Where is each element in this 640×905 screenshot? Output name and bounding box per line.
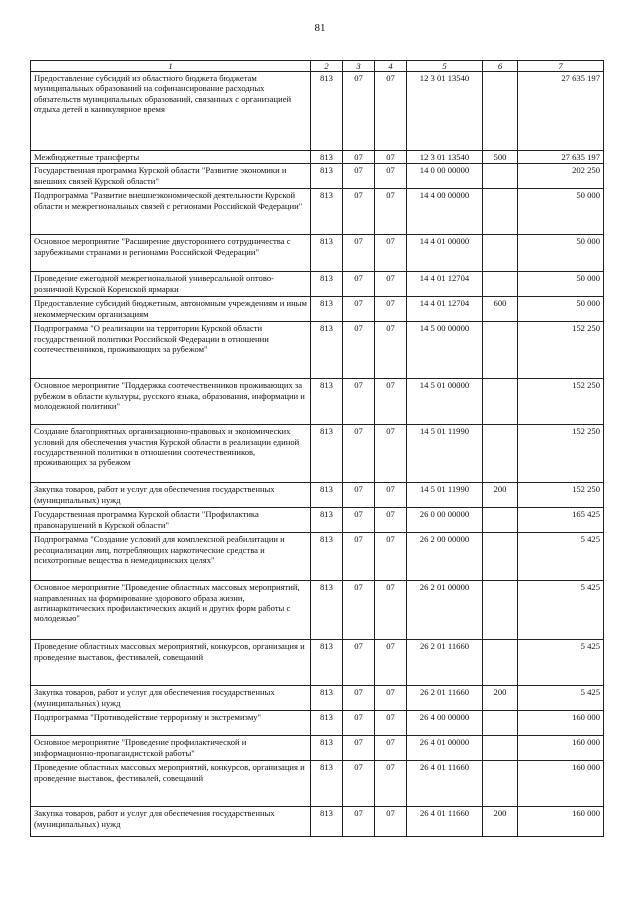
row-section-cell: 07 — [343, 736, 375, 761]
row-amount-cell: 5 425 — [518, 581, 604, 640]
row-name-cell: Подпрограмма "Развитие внешнеэкономической деятельности Курской области и межрегиональных связей с регионами Российской Федерации" — [31, 189, 311, 235]
row-name-cell: Государственная программа Курской области "Развитие экономики и внешних связей Курской области" — [31, 164, 311, 189]
table-header-row — [31, 61, 604, 72]
row-ministry-cell: 813 — [311, 711, 343, 736]
row-name-cell: Создание благоприятных организационно-правовых и экономических условий для обеспечения участия Курской области в реализации единой государственной политики в отношении соотечественников, проживающих за рубежом — [31, 425, 311, 483]
row-amount-cell: 152 250 — [518, 379, 604, 425]
table-row — [31, 711, 604, 736]
row-section-cell: 07 — [343, 807, 375, 837]
row-expense-type-cell — [483, 272, 518, 297]
row-section-cell: 07 — [343, 425, 375, 483]
row-name-cell: Закупка товаров, работ и услуг для обеспечения государственных (муниципальных) нужд — [31, 807, 311, 837]
table-row — [31, 272, 604, 297]
header-cell: 3 — [343, 61, 375, 72]
table-row — [31, 640, 604, 686]
row-section-cell: 07 — [343, 297, 375, 322]
row-ministry-cell: 813 — [311, 508, 343, 533]
row-amount-cell: 50 000 — [518, 297, 604, 322]
row-name-cell: Подпрограмма "О реализации на территории Курской области государственной политики Российской Федерации в отношении соотечественников, проживающих за рубежом" — [31, 322, 311, 379]
row-subsection-cell: 07 — [375, 425, 407, 483]
row-subsection-cell: 07 — [375, 151, 407, 164]
row-expense-type-cell: 200 — [483, 807, 518, 837]
row-amount-cell: 152 250 — [518, 483, 604, 508]
page-number: 81 — [314, 22, 326, 34]
row-amount-cell: 202 250 — [518, 164, 604, 189]
row-ministry-cell: 813 — [311, 151, 343, 164]
row-section-cell: 07 — [343, 235, 375, 272]
row-ministry-cell: 813 — [311, 189, 343, 235]
row-expense-type-cell — [483, 711, 518, 736]
row-subsection-cell: 07 — [375, 686, 407, 711]
row-target-cell: 14 5 01 00000 — [407, 379, 483, 425]
row-target-cell: 26 2 01 11660 — [407, 640, 483, 686]
row-target-cell: 12 3 01 13540 — [407, 72, 483, 151]
row-section-cell: 07 — [343, 151, 375, 164]
row-section-cell: 07 — [343, 322, 375, 379]
row-section-cell: 07 — [343, 581, 375, 640]
row-ministry-cell: 813 — [311, 686, 343, 711]
table-row — [31, 164, 604, 189]
table-row — [31, 379, 604, 425]
row-ministry-cell: 813 — [311, 640, 343, 686]
row-section-cell: 07 — [343, 711, 375, 736]
row-name-cell: Межбюджетные трансферты — [31, 151, 311, 164]
row-subsection-cell: 07 — [375, 297, 407, 322]
row-ministry-cell: 813 — [311, 483, 343, 508]
row-section-cell: 07 — [343, 164, 375, 189]
row-amount-cell: 50 000 — [518, 235, 604, 272]
row-expense-type-cell — [483, 736, 518, 761]
row-subsection-cell: 07 — [375, 711, 407, 736]
row-subsection-cell: 07 — [375, 483, 407, 508]
row-subsection-cell: 07 — [375, 807, 407, 837]
row-name-cell: Закупка товаров, работ и услуг для обеспечения государственных (муниципальных) нужд — [31, 686, 311, 711]
row-name-cell: Основное мероприятие "Расширение двустороннего сотрудничества с зарубежными странами и регионами Российской Федерации" — [31, 235, 311, 272]
row-amount-cell: 160 000 — [518, 807, 604, 837]
row-name-cell: Государственная программа Курской области "Профилактика правонарушений в Курской области" — [31, 508, 311, 533]
row-ministry-cell: 813 — [311, 322, 343, 379]
row-target-cell: 26 4 01 11660 — [407, 807, 483, 837]
row-subsection-cell: 07 — [375, 72, 407, 151]
row-expense-type-cell — [483, 322, 518, 379]
row-ministry-cell: 813 — [311, 379, 343, 425]
row-amount-cell: 5 425 — [518, 533, 604, 581]
row-expense-type-cell — [483, 581, 518, 640]
row-expense-type-cell — [483, 425, 518, 483]
row-amount-cell: 160 000 — [518, 736, 604, 761]
header-cell: 5 — [407, 61, 483, 72]
row-ministry-cell: 813 — [311, 736, 343, 761]
row-section-cell: 07 — [343, 72, 375, 151]
row-name-cell: Предоставление субсидий бюджетным, автономным учреждениям и иным некоммерческим организациям — [31, 297, 311, 322]
header-cell: 2 — [311, 61, 343, 72]
row-expense-type-cell — [483, 640, 518, 686]
row-amount-cell: 160 000 — [518, 761, 604, 807]
row-target-cell: 26 0 00 00000 — [407, 508, 483, 533]
table-row — [31, 483, 604, 508]
row-expense-type-cell — [483, 72, 518, 151]
row-target-cell: 14 4 01 00000 — [407, 235, 483, 272]
row-subsection-cell: 07 — [375, 736, 407, 761]
row-ministry-cell: 813 — [311, 533, 343, 581]
row-expense-type-cell — [483, 164, 518, 189]
row-subsection-cell: 07 — [375, 164, 407, 189]
table-row — [31, 189, 604, 235]
row-name-cell: Проведение ежегодной межрегиональной универсальной оптово-розничной Курской Коренской ярмарки — [31, 272, 311, 297]
row-name-cell: Закупка товаров, работ и услуг для обеспечения государственных (муниципальных) нужд — [31, 483, 311, 508]
row-target-cell: 26 4 01 00000 — [407, 736, 483, 761]
row-amount-cell: 160 000 — [518, 711, 604, 736]
row-expense-type-cell: 200 — [483, 686, 518, 711]
row-target-cell: 14 0 00 00000 — [407, 164, 483, 189]
row-subsection-cell: 07 — [375, 272, 407, 297]
table-row — [31, 235, 604, 272]
row-name-cell: Проведение областных массовых мероприятий, конкурсов, организация и проведение выставок, фестивалей, совещаний — [31, 640, 311, 686]
row-amount-cell: 50 000 — [518, 189, 604, 235]
row-expense-type-cell: 600 — [483, 297, 518, 322]
row-ministry-cell: 813 — [311, 425, 343, 483]
row-ministry-cell: 813 — [311, 235, 343, 272]
row-section-cell: 07 — [343, 761, 375, 807]
row-amount-cell: 27 635 197 — [518, 151, 604, 164]
row-amount-cell: 152 250 — [518, 322, 604, 379]
row-section-cell: 07 — [343, 379, 375, 425]
row-amount-cell: 152 250 — [518, 425, 604, 483]
row-subsection-cell: 07 — [375, 581, 407, 640]
row-subsection-cell: 07 — [375, 533, 407, 581]
header-cell: 1 — [31, 61, 311, 72]
row-target-cell: 26 4 01 11660 — [407, 761, 483, 807]
row-subsection-cell: 07 — [375, 189, 407, 235]
row-section-cell: 07 — [343, 508, 375, 533]
row-expense-type-cell — [483, 533, 518, 581]
table-row — [31, 581, 604, 640]
row-ministry-cell: 813 — [311, 297, 343, 322]
row-expense-type-cell — [483, 379, 518, 425]
table-row — [31, 322, 604, 379]
table-row — [31, 151, 604, 164]
row-name-cell: Проведение областных массовых мероприятий, конкурсов, организация и проведение выставок, фестивалей, совещаний — [31, 761, 311, 807]
row-name-cell: Подпрограмма "Создание условий для комплексной реабилитации и ресоциализации лиц, потребляющих наркотические средства и психотропные вещества в немедицинских целях" — [31, 533, 311, 581]
row-section-cell: 07 — [343, 533, 375, 581]
row-expense-type-cell: 500 — [483, 151, 518, 164]
row-section-cell: 07 — [343, 483, 375, 508]
header-cell: 6 — [483, 61, 518, 72]
row-target-cell: 26 2 00 00000 — [407, 533, 483, 581]
row-name-cell: Предоставление субсидий из областного бюджета бюджетам муниципальных образований на софинансирование расходных обязательств муниципальных образований, связанных с организацией отдыха детей в каникулярное время — [31, 72, 311, 151]
header-cell: 7 — [518, 61, 604, 72]
table-row — [31, 72, 604, 151]
row-amount-cell: 5 425 — [518, 640, 604, 686]
table-row — [31, 508, 604, 533]
row-target-cell: 26 2 01 00000 — [407, 581, 483, 640]
row-amount-cell: 165 425 — [518, 508, 604, 533]
row-subsection-cell: 07 — [375, 235, 407, 272]
row-expense-type-cell — [483, 508, 518, 533]
row-subsection-cell: 07 — [375, 508, 407, 533]
row-subsection-cell: 07 — [375, 379, 407, 425]
table-row — [31, 425, 604, 483]
row-expense-type-cell: 200 — [483, 483, 518, 508]
row-target-cell: 14 5 00 00000 — [407, 322, 483, 379]
row-amount-cell: 50 000 — [518, 272, 604, 297]
row-target-cell: 14 5 01 11990 — [407, 483, 483, 508]
row-subsection-cell: 07 — [375, 640, 407, 686]
row-section-cell: 07 — [343, 640, 375, 686]
row-section-cell: 07 — [343, 189, 375, 235]
row-section-cell: 07 — [343, 272, 375, 297]
row-name-cell: Основное мероприятие "Поддержка соотечественников проживающих за рубежом в области культуры, русского языка, образования, информации и молодежной политики" — [31, 379, 311, 425]
row-name-cell: Подпрограмма "Противодействие терроризму и экстремизму" — [31, 711, 311, 736]
row-target-cell: 14 5 01 11990 — [407, 425, 483, 483]
table-row — [31, 297, 604, 322]
row-amount-cell: 27 635 197 — [518, 72, 604, 151]
row-amount-cell: 5 425 — [518, 686, 604, 711]
table-row — [31, 533, 604, 581]
row-target-cell: 26 4 00 00000 — [407, 711, 483, 736]
row-target-cell: 14 4 01 12704 — [407, 297, 483, 322]
row-ministry-cell: 813 — [311, 581, 343, 640]
row-expense-type-cell — [483, 189, 518, 235]
row-subsection-cell: 07 — [375, 761, 407, 807]
header-cell: 4 — [375, 61, 407, 72]
row-name-cell: Основное мероприятие "Проведение областных массовых мероприятий, направленных на формирование здорового образа жизни, антинаркотических профилактических акций и других форм работы с молодежью" — [31, 581, 311, 640]
row-target-cell: 14 4 01 12704 — [407, 272, 483, 297]
table-row — [31, 761, 604, 807]
row-target-cell: 14 4 00 00000 — [407, 189, 483, 235]
table-row — [31, 736, 604, 761]
row-target-cell: 26 2 01 11660 — [407, 686, 483, 711]
row-ministry-cell: 813 — [311, 761, 343, 807]
row-ministry-cell: 813 — [311, 807, 343, 837]
row-ministry-cell: 813 — [311, 272, 343, 297]
row-ministry-cell: 813 — [311, 164, 343, 189]
table-row — [31, 807, 604, 837]
table-row — [31, 686, 604, 711]
row-section-cell: 07 — [343, 686, 375, 711]
row-name-cell: Основное мероприятие "Проведение профилактической и информационно-пропагандистской работы" — [31, 736, 311, 761]
row-expense-type-cell — [483, 235, 518, 272]
budget-table — [30, 60, 604, 837]
row-subsection-cell: 07 — [375, 322, 407, 379]
row-ministry-cell: 813 — [311, 72, 343, 151]
row-target-cell: 12 3 01 13540 — [407, 151, 483, 164]
row-expense-type-cell — [483, 761, 518, 807]
